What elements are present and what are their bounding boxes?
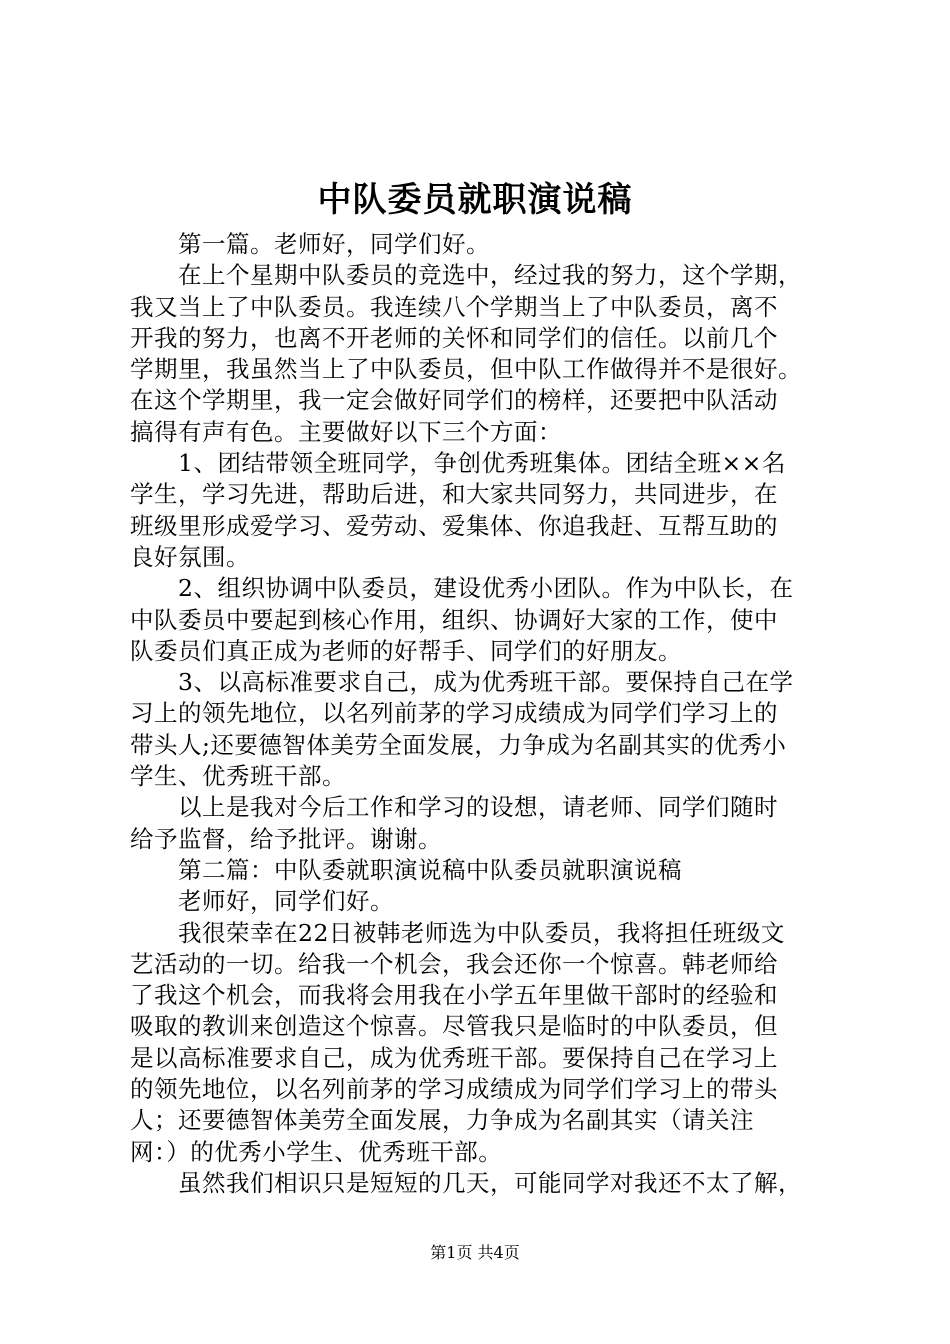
paragraph-line: 虽然我们相识只是短短的几天，可能同学对我还不太了解， [178, 1168, 802, 1197]
paragraph-line: 人；还要德智体美劳全面发展，力争成为名副其实（请关注 [130, 1106, 754, 1135]
paragraph-line: 老师好，同学们好。 [178, 887, 394, 916]
paragraph-line: 学期里，我虽然当上了中队委员，但中队工作做得并不是很好。 [130, 355, 802, 384]
paragraph-line: 是以高标准要求自己，成为优秀班干部。要保持自己在学习上 [130, 1043, 778, 1072]
paragraph-line: 班级里形成爱学习、爱劳动、爱集体、你追我赶、互帮互助的 [130, 511, 778, 540]
page-number-footer: 第1页 共4页 [430, 1243, 520, 1262]
paragraph-line: 搞得有声有色。主要做好以下三个方面： [130, 417, 562, 446]
paragraph-line: 的领先地位，以名列前茅的学习成绩成为同学们学习上的带头 [130, 1075, 778, 1104]
paragraph-line: 我很荣幸在22日被韩老师选为中队委员，我将担任班级文 [178, 918, 785, 947]
paragraph-line: 在上个星期中队委员的竞选中，经过我的努力，这个学期， [178, 261, 802, 290]
paragraph-line: 1、团结带领全班同学，争创优秀班集体。团结全班××名 [178, 449, 786, 478]
paragraph-line: 学生，学习先进，帮助后进，和大家共同努力，共同进步，在 [130, 480, 778, 509]
document-title: 中队委员就职演说稿 [317, 180, 633, 220]
paragraph-line: 队委员们真正成为老师的好帮手、同学们的好朋友。 [130, 636, 682, 665]
paragraph-line: 学生、优秀班干部。 [130, 762, 346, 791]
paragraph-line: 以上是我对今后工作和学习的设想，请老师、同学们随时 [178, 793, 778, 822]
paragraph-line: 艺活动的一切。给我一个机会，我会还你一个惊喜。韩老师给 [130, 949, 778, 978]
paragraph-line: 网：）的优秀小学生、优秀班干部。 [130, 1137, 503, 1166]
paragraph-line: 习上的领先地位，以名列前茅的学习成绩成为同学们学习上的 [130, 699, 778, 728]
paragraph-line: 给予监督，给予批评。谢谢。 [130, 824, 442, 853]
paragraph-line: 带头人;还要德智体美劳全面发展，力争成为名副其实的优秀小 [130, 730, 787, 759]
document-body [130, 229, 835, 1199]
paragraph-line: 良好氛围。 [130, 542, 250, 571]
paragraph-line: 3、以高标准要求自己，成为优秀班干部。要保持自己在学 [178, 668, 794, 697]
paragraph-line: 在这个学期里，我一定会做好同学们的榜样，还要把中队活动 [130, 386, 778, 415]
paragraph-line: 中队委员中要起到核心作用，组织、协调好大家的工作，使中 [130, 605, 778, 634]
paragraph-line: 第一篇。老师好，同学们好。 [178, 230, 490, 258]
paragraph-line: 我又当上了中队委员。我连续八个学期当上了中队委员，离不 [130, 292, 778, 321]
paragraph-line: 了我这个机会，而我将会用我在小学五年里做干部时的经验和 [130, 981, 778, 1010]
paragraph-line: 吸取的教训来创造这个惊喜。尽管我只是临时的中队委员，但 [130, 1012, 778, 1041]
section-heading-line: 第二篇：中队委就职演说稿中队委员就职演说稿 [178, 855, 682, 884]
paragraph-line: 2、组织协调中队委员，建设优秀小团队。作为中队长，在 [178, 574, 794, 603]
paragraph-line: 开我的努力，也离不开老师的关怀和同学们的信任。以前几个 [130, 323, 778, 352]
